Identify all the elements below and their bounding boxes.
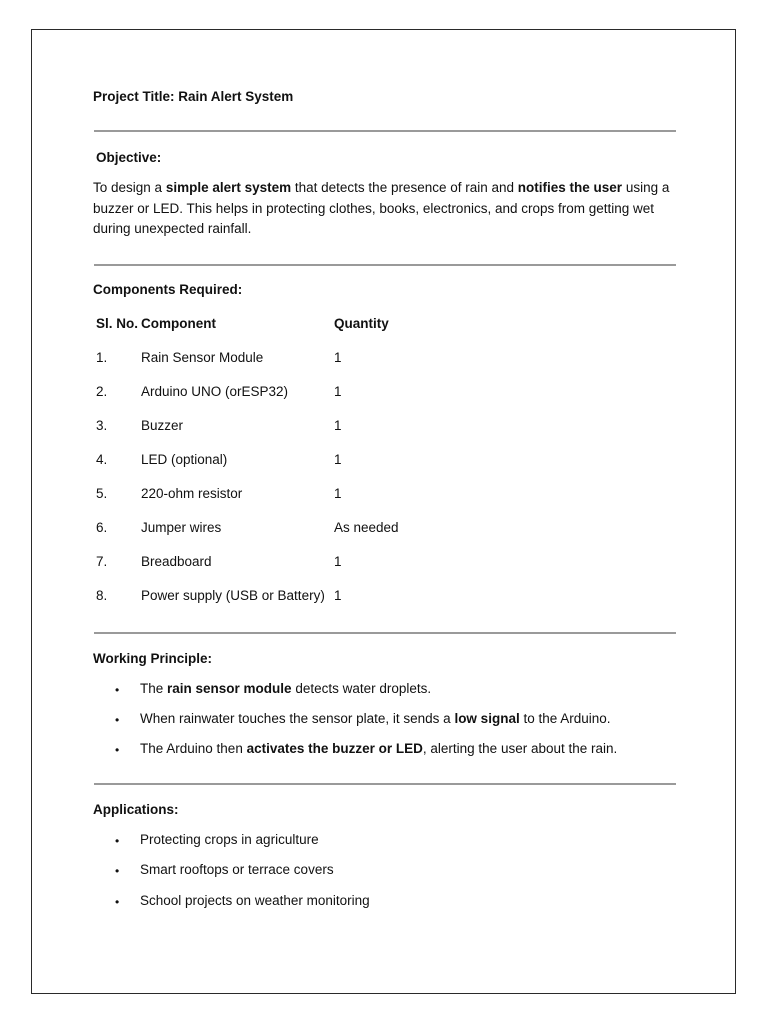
row-component: Jumper wires [141, 520, 222, 535]
row-quantity: 1 [334, 350, 342, 365]
row-component: Arduino UNO (orESP32) [141, 384, 289, 399]
column-header-component: Component [141, 316, 216, 331]
application-item: Protecting crops in agriculture [140, 832, 319, 847]
working-heading: Working Principle: [93, 651, 213, 666]
row-component: Buzzer [141, 418, 184, 433]
objective-paragraph: To design a simple alert system that detects the presence of rain and notifies the user using a buzzer or LED. This helps in protecting clothes, books, electronics, and crops from getting wet during unexpected rainfall. [93, 180, 670, 236]
working-item: When rainwater touches the sensor plate, it sends a low signal to the Arduino. [140, 711, 611, 726]
row-number: 3. [96, 418, 108, 433]
working-item: The rain sensor module detects water droplets. [140, 681, 432, 696]
row-number: 7. [96, 554, 108, 569]
row-number: 5. [96, 486, 108, 501]
divider [94, 783, 676, 785]
column-header-quantity: Quantity [334, 316, 389, 331]
row-quantity: 1 [334, 486, 342, 501]
divider [94, 264, 676, 266]
row-component: Rain Sensor Module [141, 350, 264, 365]
row-component: LED (optional) [141, 452, 228, 467]
bullet-icon: • [115, 895, 120, 909]
document-page [31, 29, 736, 994]
project-title: Project Title: Rain Alert System [93, 89, 294, 104]
row-component: Power supply (USB or Battery) [141, 588, 325, 603]
divider [94, 632, 676, 634]
row-number: 2. [96, 384, 108, 399]
row-quantity: 1 [334, 554, 342, 569]
row-number: 1. [96, 350, 108, 365]
applications-heading: Applications: [93, 802, 179, 817]
working-item: The Arduino then activates the buzzer or LED, alerting the user about the rain. [140, 741, 618, 756]
objective-heading: Objective: [96, 150, 162, 165]
row-quantity: 1 [334, 384, 342, 399]
components-heading: Components Required: [93, 282, 243, 297]
bullet-icon: • [115, 683, 120, 697]
row-component: 220-ohm resistor [141, 486, 243, 501]
row-number: 6. [96, 520, 108, 535]
application-item: School projects on weather monitoring [140, 893, 370, 908]
row-quantity: 1 [334, 452, 342, 467]
row-quantity: As needed [334, 520, 399, 535]
bullet-icon: • [115, 864, 120, 878]
row-component: Breadboard [141, 554, 212, 569]
column-header-sl-no: Sl. No. [96, 316, 139, 331]
row-number: 4. [96, 452, 108, 467]
bullet-icon: • [115, 834, 120, 848]
bullet-icon: • [115, 713, 120, 727]
row-number: 8. [96, 588, 108, 603]
divider [94, 130, 676, 132]
application-item: Smart rooftops or terrace covers [140, 862, 334, 877]
bullet-icon: • [115, 743, 120, 757]
row-quantity: 1 [334, 418, 342, 433]
row-quantity: 1 [334, 588, 342, 603]
